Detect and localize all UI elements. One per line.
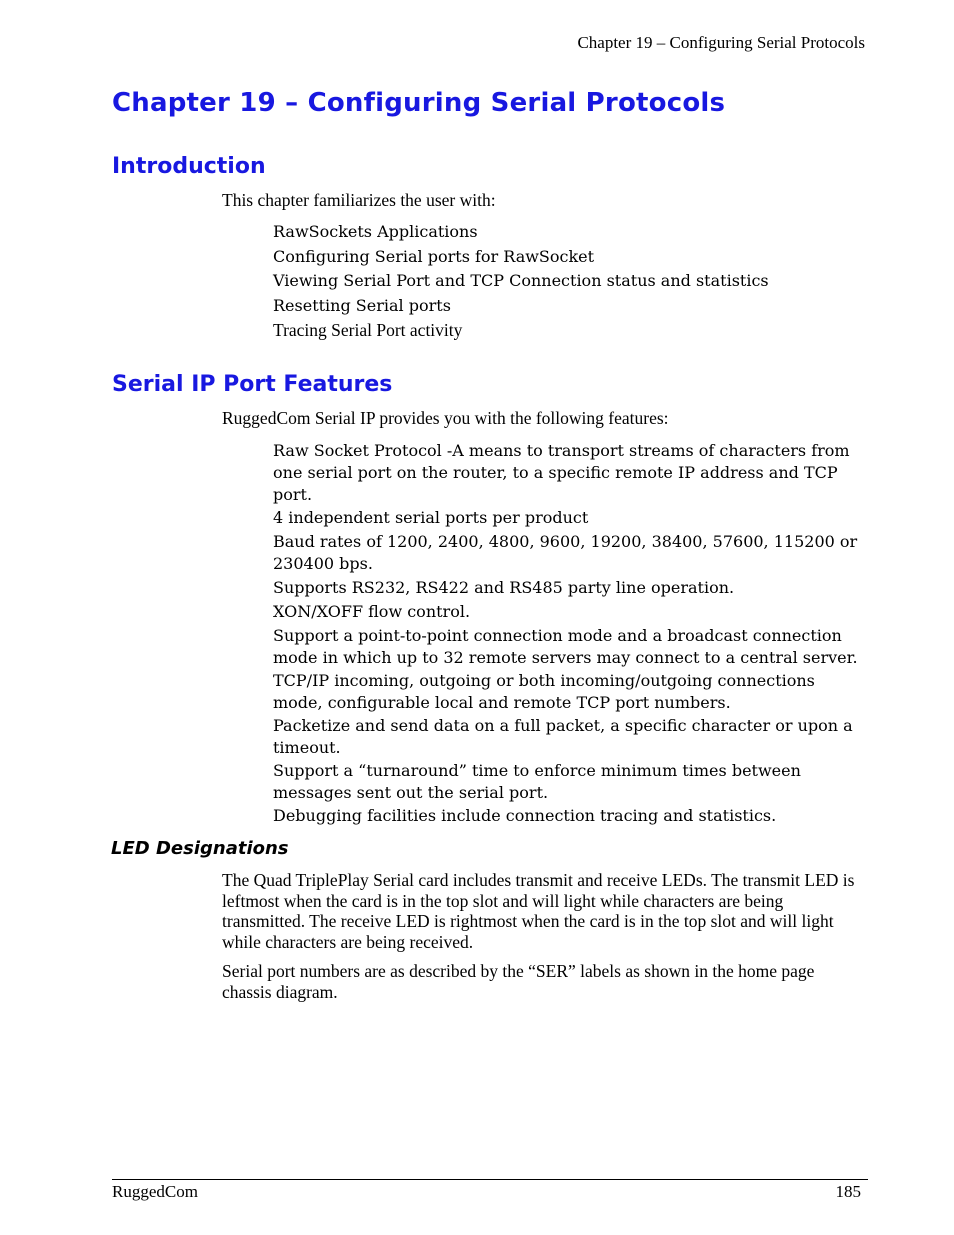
- list-item: Packetize and send data on a full packet, a specific character or upon a timeout.: [273, 716, 853, 757]
- list-item: RawSockets Applications: [273, 222, 478, 241]
- list-item: Configuring Serial ports for RawSocket: [273, 246, 595, 266]
- list-item: Support a “turnaround” time to enforce minimum times between messages sent out the serial port.: [273, 761, 801, 802]
- introduction-list: [273, 220, 863, 343]
- chapter-title: Chapter 19 – Configuring Serial Protocols: [112, 88, 726, 118]
- list-item: Tracing Serial Port activity: [273, 320, 463, 340]
- list-item: TCP/IP incoming, outgoing or both incoming/outgoing connections mode, configurable local and remote TCP port numbers.: [273, 671, 815, 712]
- led-heading: LED Designations: [111, 838, 289, 859]
- features-list: [273, 440, 863, 827]
- list-item: XON/XOFF flow control.: [273, 602, 471, 621]
- footer-divider: [112, 1179, 868, 1180]
- list-item: Resetting Serial ports: [273, 295, 451, 315]
- list-item: Viewing Serial Port and TCP Connection status and statistics: [273, 271, 769, 290]
- page-number: 185: [835, 1182, 861, 1201]
- list-item: Supports RS232, RS422 and RS485 party line operation.: [273, 578, 735, 597]
- list-item: 4 independent serial ports per product: [273, 508, 589, 527]
- features-heading: Serial IP Port Features: [112, 372, 393, 397]
- list-item: Baud rates of 1200, 2400, 4800, 9600, 19200, 38400, 57600, 115200 or 230400 bps.: [273, 532, 858, 573]
- introduction-lead: This chapter familiarizes the user with:: [222, 190, 496, 210]
- led-paragraph: Serial port numbers are as described by the “SER” labels as shown in the home page chassis diagram.: [222, 961, 815, 1002]
- led-paragraph: The Quad TriplePlay Serial card includes transmit and receive LEDs. The transmit LED is leftmost when the card is in the top slot and will light while characters are being transmitted. The receive LED is rightmost when the card is in the top slot and will light while characters are being received.: [222, 870, 855, 952]
- features-lead: RuggedCom Serial IP provides you with the following features:: [222, 408, 669, 428]
- footer-company: RuggedCom: [112, 1182, 198, 1201]
- running-header: Chapter 19 – Configuring Serial Protocols: [577, 33, 865, 52]
- list-item: Support a point-to-point connection mode and a broadcast connection mode in which up to 32 remote servers may connect to a central server.: [273, 626, 858, 667]
- list-item: Raw Socket Protocol -A means to transport streams of characters from one serial port on the router, to a specific remote IP address and TCP port.: [273, 441, 850, 504]
- introduction-heading: Introduction: [112, 154, 266, 179]
- list-item: Debugging facilities include connection tracing and statistics.: [273, 806, 777, 825]
